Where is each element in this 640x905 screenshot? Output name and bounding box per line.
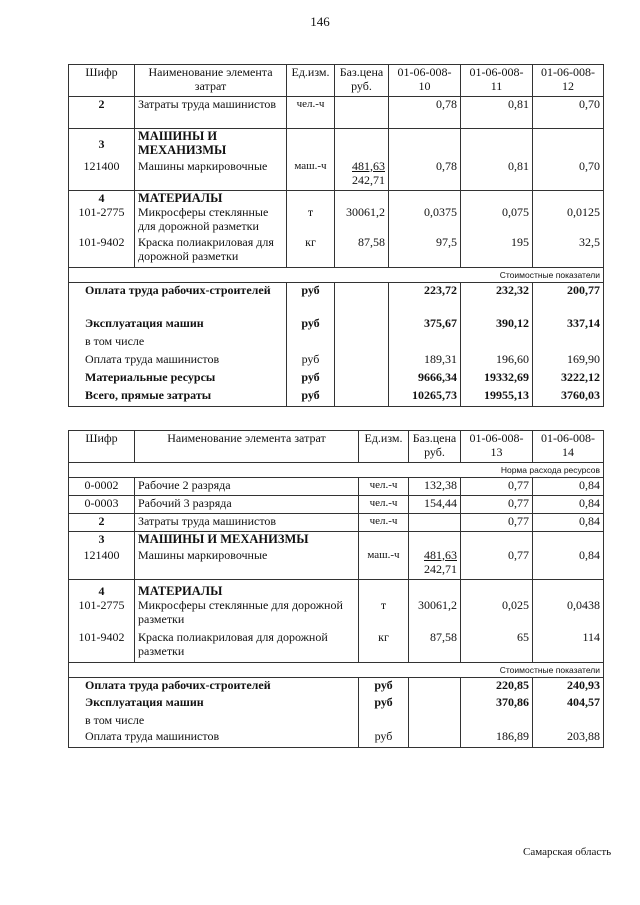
cell-name: Краска полиакриловая для дорожной разметки	[135, 630, 359, 662]
totals-row	[69, 370, 604, 388]
totals-row	[69, 388, 604, 406]
cell-value: 0,70	[533, 159, 604, 191]
price-line-1: 481,63	[424, 547, 457, 562]
total-value: 203,88	[533, 729, 604, 747]
cell-value: 195	[461, 235, 533, 267]
cell-name: Машины маркировочные	[135, 159, 287, 191]
cell-name: Затраты труда машинистов	[135, 514, 359, 532]
cell-unit: кг	[359, 630, 409, 662]
cell-code: 101-2775	[69, 598, 135, 630]
header-base-price: Баз.цена руб.	[409, 431, 461, 463]
table-row	[69, 580, 604, 599]
total-value: 240,93	[533, 677, 604, 695]
cell-name: Микросферы стеклянные для дорожной разметки	[135, 205, 287, 235]
table-row	[69, 548, 604, 580]
cell-value: 0,0438	[533, 598, 604, 630]
section-title: МАШИНЫ И МЕХАНИЗМЫ	[135, 532, 359, 548]
footer-region: Самарская область	[523, 846, 612, 858]
subheader-row	[69, 463, 604, 478]
cell-value: 0,70	[533, 97, 604, 129]
total-value: 375,67	[389, 316, 461, 334]
cell-value: 0,78	[389, 159, 461, 191]
table-row	[69, 129, 604, 159]
total-name: в том числе	[69, 713, 359, 729]
cell-value: 0,78	[389, 97, 461, 129]
table-row	[69, 97, 604, 129]
cell-name: Машины маркировочные	[135, 548, 359, 580]
cell-value: 114	[533, 630, 604, 662]
total-unit: руб	[287, 388, 335, 406]
cell-value: 65	[461, 630, 533, 662]
header-name: Наименование элемента затрат	[135, 431, 359, 463]
cell-unit: т	[287, 205, 335, 235]
total-value: 186,89	[461, 729, 533, 747]
cell-code: 2	[69, 514, 135, 532]
cell-code: 3	[69, 129, 135, 159]
cost-table-1	[68, 64, 604, 407]
price-line-1: 481,63	[352, 158, 385, 173]
cell-code: 4	[69, 191, 135, 206]
totals-row	[69, 352, 604, 370]
total-value: 19955,13	[461, 388, 533, 406]
subheader-row	[69, 267, 604, 282]
cell-unit: чел.-ч	[359, 478, 409, 496]
total-unit: руб	[359, 695, 409, 713]
cell-unit: маш.-ч	[287, 159, 335, 191]
cell-price	[335, 159, 389, 191]
table-row	[69, 532, 604, 548]
cell-name: Рабочий 3 разряда	[135, 496, 359, 514]
header-code: Шифр	[69, 65, 135, 97]
total-value: 19332,69	[461, 370, 533, 388]
header-base-price: Баз.цена руб.	[335, 65, 389, 97]
total-value: 223,72	[389, 282, 461, 316]
cell-value: 0,075	[461, 205, 533, 235]
total-value: 404,57	[533, 695, 604, 713]
resource-norm-label: Норма расхода ресурсов	[69, 463, 604, 478]
table-row	[69, 598, 604, 630]
table-row	[69, 514, 604, 532]
table-row	[69, 159, 604, 191]
total-unit: руб	[287, 352, 335, 370]
cell-price: 87,58	[409, 630, 461, 662]
total-name: Эксплуатация машин	[69, 316, 287, 334]
header-col-2: 01-06-008-11	[461, 65, 533, 97]
cell-code: 101-9402	[69, 630, 135, 662]
cell-price: 132,38	[409, 478, 461, 496]
cell-price	[409, 548, 461, 580]
header-name: Наименование элемента затрат	[135, 65, 287, 97]
total-value: 189,31	[389, 352, 461, 370]
cell-name: Затраты труда машинистов	[135, 97, 287, 129]
table-row	[69, 205, 604, 235]
cell-code: 101-2775	[69, 205, 135, 235]
cell-price: 154,44	[409, 496, 461, 514]
totals-row	[69, 282, 604, 316]
totals-row	[69, 695, 604, 713]
totals-row	[69, 334, 604, 352]
cell-code: 0-0003	[69, 496, 135, 514]
total-value: 337,14	[533, 316, 604, 334]
cell-code: 121400	[69, 548, 135, 580]
table-row	[69, 630, 604, 662]
cell-unit: чел.-ч	[359, 514, 409, 532]
total-name: Эксплуатация машин	[69, 695, 359, 713]
total-value: 232,32	[461, 282, 533, 316]
cell-value: 0,81	[461, 159, 533, 191]
cell-price: 30061,2	[335, 205, 389, 235]
total-value: 370,86	[461, 695, 533, 713]
cell-code: 3	[69, 532, 135, 548]
cell-value: 0,0375	[389, 205, 461, 235]
header-col-1: 01-06-008-13	[461, 431, 533, 463]
section-title: МАТЕРИАЛЫ	[135, 580, 359, 599]
cell-price: 30061,2	[409, 598, 461, 630]
total-name: Материальные ресурсы	[69, 370, 287, 388]
totals-row	[69, 729, 604, 747]
cell-price	[409, 514, 461, 532]
price-line-2: 242,71	[352, 172, 385, 187]
cell-value: 0,84	[533, 496, 604, 514]
total-name: Всего, прямые затраты	[69, 388, 287, 406]
table-row	[69, 478, 604, 496]
cell-code: 2	[69, 97, 135, 129]
price-line-2: 242,71	[424, 561, 457, 576]
page-number: 146	[310, 14, 330, 29]
total-value: 196,60	[461, 352, 533, 370]
header-unit: Ед.изм.	[359, 431, 409, 463]
section-title: МАТЕРИАЛЫ	[135, 191, 287, 206]
total-unit: руб	[287, 316, 335, 334]
header-col-1: 01-06-008-10	[389, 65, 461, 97]
cell-unit: чел.-ч	[287, 97, 335, 129]
cell-code: 4	[69, 580, 135, 599]
cell-value: 0,025	[461, 598, 533, 630]
table-row	[69, 496, 604, 514]
cell-code: 101-9402	[69, 235, 135, 267]
totals-row	[69, 677, 604, 695]
cell-name: Рабочие 2 разряда	[135, 478, 359, 496]
total-unit: руб	[359, 729, 409, 747]
cell-name: Краска полиакриловая для дорожной разметки	[135, 235, 287, 267]
cell-value: 0,84	[533, 514, 604, 532]
total-value: 220,85	[461, 677, 533, 695]
cell-value: 0,84	[533, 478, 604, 496]
cell-name: Микросферы стеклянные для дорожной разметки	[135, 598, 359, 630]
header-col-3: 01-06-008-12	[533, 65, 604, 97]
section-title: МАШИНЫ И МЕХАНИЗМЫ	[135, 129, 287, 159]
cell-unit: кг	[287, 235, 335, 267]
total-value: 169,90	[533, 352, 604, 370]
cell-value: 32,5	[533, 235, 604, 267]
table-header-row	[69, 65, 604, 97]
cell-value: 0,77	[461, 514, 533, 532]
cell-code: 0-0002	[69, 478, 135, 496]
header-code: Шифр	[69, 431, 135, 463]
cell-value: 0,77	[461, 548, 533, 580]
cost-indicators-label: Стоимостные показатели	[69, 267, 604, 282]
subheader-row	[69, 662, 604, 677]
table-row	[69, 235, 604, 267]
total-unit: руб	[287, 370, 335, 388]
total-name: Оплата труда рабочих-строителей	[69, 282, 287, 316]
total-value: 9666,34	[389, 370, 461, 388]
cell-price	[335, 97, 389, 129]
cell-value: 0,84	[533, 548, 604, 580]
cost-indicators-label: Стоимостные показатели	[69, 662, 604, 677]
total-unit: руб	[287, 282, 335, 316]
total-name: Оплата труда машинистов	[69, 352, 287, 370]
total-value: 390,12	[461, 316, 533, 334]
total-name: Оплата труда машинистов	[69, 729, 359, 747]
total-name: Оплата труда рабочих-строителей	[69, 677, 359, 695]
total-value: 3222,12	[533, 370, 604, 388]
total-unit: руб	[359, 677, 409, 695]
totals-row	[69, 316, 604, 334]
total-value: 10265,73	[389, 388, 461, 406]
cell-unit: чел.-ч	[359, 496, 409, 514]
cell-unit: маш.-ч	[359, 548, 409, 580]
cell-unit: т	[359, 598, 409, 630]
table-header-row	[69, 431, 604, 463]
cell-code: 121400	[69, 159, 135, 191]
cell-value: 0,77	[461, 478, 533, 496]
cell-value: 0,81	[461, 97, 533, 129]
cell-value: 0,0125	[533, 205, 604, 235]
cell-value: 0,77	[461, 496, 533, 514]
total-value: 3760,03	[533, 388, 604, 406]
header-col-2: 01-06-008-14	[533, 431, 604, 463]
totals-row	[69, 713, 604, 729]
cell-price: 87,58	[335, 235, 389, 267]
cell-value: 97,5	[389, 235, 461, 267]
cost-table-2	[68, 430, 604, 748]
table-row	[69, 191, 604, 206]
total-name: в том числе	[69, 334, 287, 352]
total-value: 200,77	[533, 282, 604, 316]
header-unit: Ед.изм.	[287, 65, 335, 97]
